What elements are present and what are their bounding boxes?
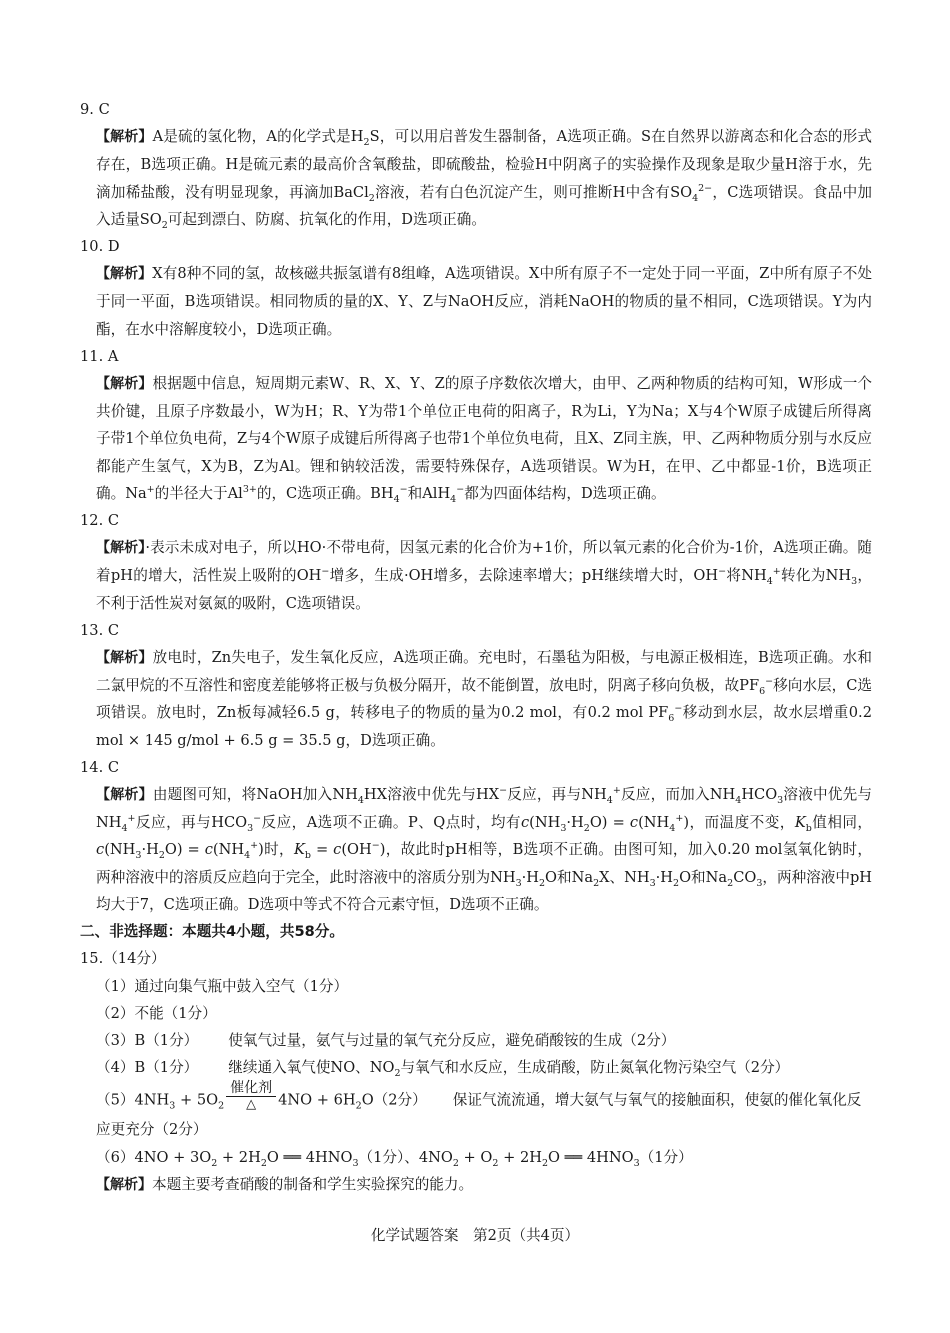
q11-number: 11. A (80, 347, 119, 365)
q11-explanation: 【解析】根据题中信息，短周期元素W、R、X、Y、Z的原子序数依次增大，由甲、乙两种物质的结构可知，W形成一个共价键，且原子序数最小，W为H；R、Y为带1个单位正电荷的阳离子，R为Li，Y为Na；X与4个W原子成键后所得离子带1个单位负电荷，Z与4个W原子成键后所得离子也带1个单位负电荷，且X、Z同主族，甲、乙两种物质分别与水反应都能产生氢气，X为B，Z为Al。锂和钠较活泼，需要特殊保存，A选项错误。W为H，在甲、乙中都显-1价，B选项正确。Na+的半径大于$Al^{3+}$的，C选项正确。$BH_4^-$和AlH$_4$−都为四面体结构，D选项正确。 (96, 375, 873, 505)
section-heading: 二、非选择题：本题共4小题，共58分。 (80, 923, 344, 941)
analysis-tag: 【解析】 (96, 1176, 152, 1193)
q10-explanation: 【解析】X有8种不同的氢，故核磁共振氢谱有8组峰，A选项错误。X中所有原子不一定处于同一平面，Z中所有原子不处于同一平面，B选项错误。相同物质的量的X、Y、Z与NaOH反应，消耗NaOH的物质的量不相同，C选项错误。Y为内酯，在水中溶解度较小，D选项正确。 (96, 265, 872, 338)
page-footer: 化学试题答案 第2页（共4页） (370, 1227, 580, 1244)
q15-number: 15.（14分） (80, 950, 166, 968)
q15-answer-3: （3）B（1分） 使氧气过量，氨气与过量的氧气充分反应，避免硝酸铵的生成（2分） (96, 1031, 676, 1049)
q9-number: 9. C (80, 101, 110, 118)
q15-answer-2: （2）不能（1分） (96, 1004, 217, 1022)
q10-number: 10. D (80, 238, 120, 256)
q13-number: 13. C (80, 621, 120, 639)
q12-explanation: 【解析】·表示未成对电子，所以HO·不带电荷，因氢元素的化合价为+1价，所以氧元素的化合价为-1价，A选项正确。随着pH的增大，活性炭上吸附的OH−增多，生成·OH增多，去除速率增大；pH继续增大时，OH−将$NH_4^+$转化为$NH_3$，不利于活性炭对氨氮的吸附，C选项错误。 (96, 539, 873, 612)
q15-explanation: 【解析】本题主要考查硝酸的制备和学生实验探究的能力。 (96, 1175, 474, 1193)
q14-number: 14. C (80, 758, 120, 776)
q13-explanation: 【解析】放电时，Zn失电子，发生氧化反应，A选项正确。充电时，石墨毡为阳极，与电源正极相连，B选项正确。水和二氯甲烷的不互溶性和密度差能够将正极与负极分隔开，故不能倒置，放电时，阴离子移向负极，故$PF_6^-$移向水层，C选项错误。放电时，Zn板每减轻6.5 g，转移电子的物质的量为0.2 mol，有0.2 mol $PF_6^-$移动到水层，故水层增重0.2 mol × 145 g/mol + 6.5 g = 35.5 g，D选项正确。 (96, 649, 873, 749)
q15-answer-5: $(5)4NH_3 + 5O_2$ 催化剂 △ $4NO + 6H_2O(2$分） 保证气流流通，增大氨气与氧气的接触面积，使氨的催化氧化反应更充分（2分） (96, 1080, 862, 1139)
reaction-condition (226, 1081, 276, 1112)
q14-explanation: 【解析】由题图可知，将NaOH加入$NH_4HX$溶液中优先与HX−反应，再与$NH_4^+$反应，而加入$NH_4HCO_3$溶液中优先与$NH_4^+$反应，再与$HCO_3^-$反应，A选项不正确。P、Q点时，均有$c(NH_3\cdot H_2O) = c(NH_4^+)$，而温度不变，$K_b$值相同，$c(NH_3\cdot H_2O) = c(NH_4^+)$时，$K_b = c(OH^-)$，故此时pH相等，B选项不正确。由图可知，加入0.20 mol氢氧化钠时，两种溶液中的溶质反应趋向于完全，此时溶液中的溶质分别为$NH_3\cdot H_2O$和$Na_2X$、$NH_3\cdot H_2O$和$Na_2CO_3$，两种溶液中pH均大于7，C选项正确。D选项中等式不符合元素守恒，D选项不正确。 (96, 785, 873, 913)
answer-content (80, 96, 872, 1199)
analysis-tag: 【解析】 (96, 376, 153, 393)
analysis-tag: 【解析】 (96, 266, 153, 283)
q12-number: 12. C (80, 512, 120, 530)
analysis-tag: 【解析】 (96, 129, 153, 146)
analysis-tag: 【解析】 (96, 787, 153, 804)
catalyst-label: 催化剂 (226, 1081, 276, 1097)
heat-symbol: △ (246, 1097, 257, 1113)
q15-answer-6: $(6)4NO + 3O_2 + 2H_2O$ ══ $4HNO_3(1$分）、$4NO_2 + O_2 + 2H_2O$ ══ $4HNO_3(1$分） (96, 1148, 693, 1169)
q15-answer-1: （1）通过向集气瓶中鼓入空气（1分） (96, 977, 349, 995)
analysis-tag: 【解析】 (96, 650, 153, 667)
analysis-tag: 【解析】 (96, 540, 146, 557)
q9-explanation: 【解析】A是硫的氢化物，A的化学式是$H_2S$，可以用启普发生器制备，A选项正确。S在自然界以游离态和化合态的形式存在，B选项正确。H是硫元素的最高价含氧酸盐，即硫酸盐，检验H中阴离子的实验操作及现象是取少量H溶于水，先滴加稀盐酸，没有明显现象，再滴加BaCl$_2$溶液，若有白色沉淀产生，则可推断H中含有$SO_4^{2-}$，C选项错误。食品中加入适量$SO_2$可起到漂白、防腐、抗氧化的作用，D选项正确。 (96, 128, 873, 231)
q15-answer-4: （4）B（1分） 继续通入氧气使NO、$NO_2$与氧气和水反应，生成硝酸，防止氮氧化物污染空气（2分） (96, 1059, 790, 1080)
